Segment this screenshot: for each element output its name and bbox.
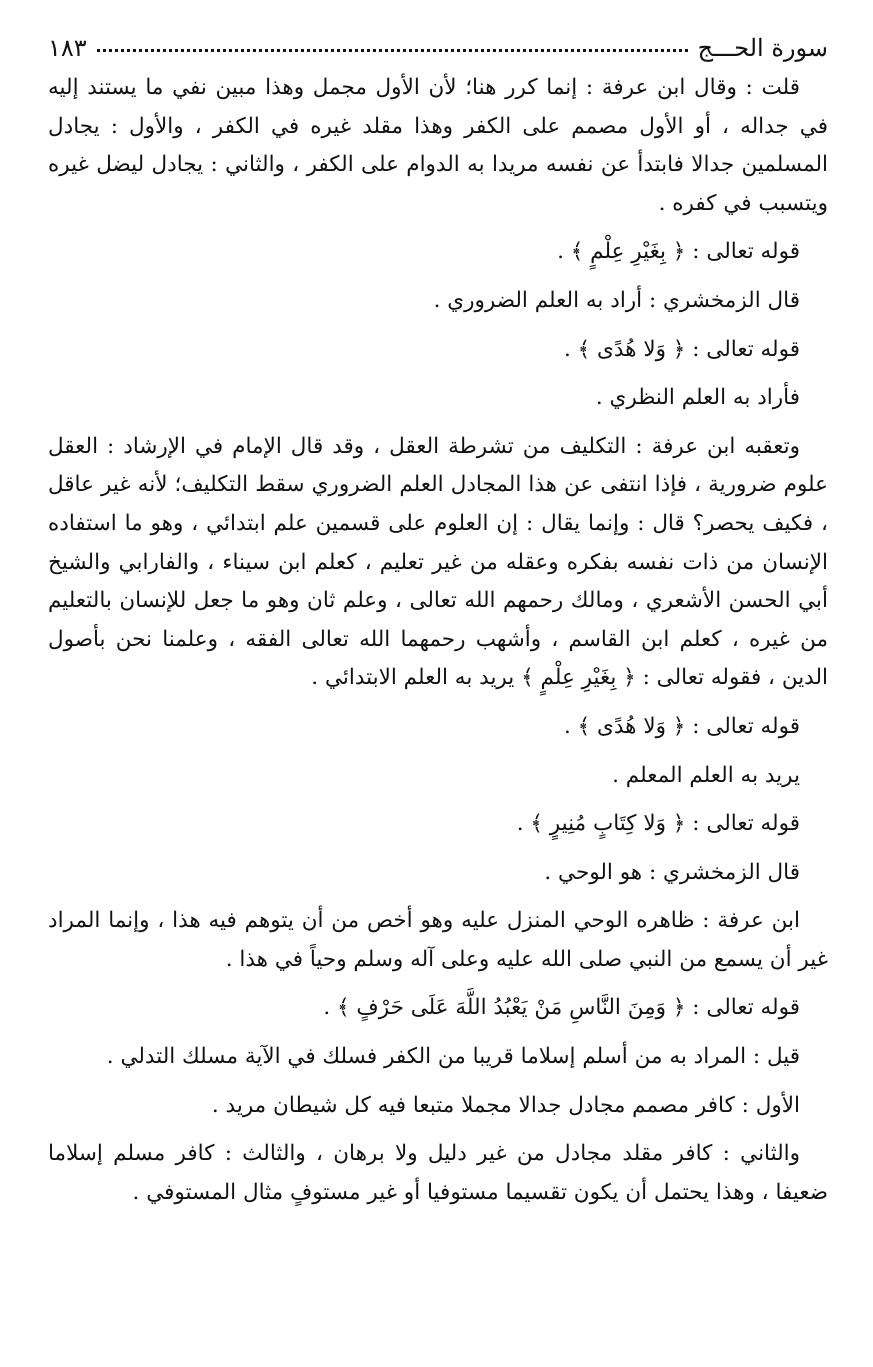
book-page	[48, 22, 828, 1222]
page-number: ١٨٣	[48, 34, 87, 62]
paragraph: قال الزمخشري : هو الوحي .	[544, 859, 800, 885]
page-body	[48, 69, 828, 1212]
paragraph: والثاني : كافر مقلد مجادل من غير دليل ولا برهان ، والثالث : كافر مسلم إسلاما ضعيفا ، وهذا يحتمل أن يكون تقسيما مستوفيا أو غير مستوفٍ مثال المستوفي .	[48, 1141, 828, 1205]
paragraph: قال الزمخشري : أراد به العلم الضروري .	[433, 287, 800, 313]
running-header	[48, 22, 828, 63]
quran-verse-line: قوله تعالى : ﴿ وَلا هُدًى ﴾ .	[563, 713, 800, 739]
paragraph: ابن عرفة : ظاهره الوحي المنزل عليه وهو أخص من أن يتوهم فيه هذا ، وإنما المراد غير أن يسمع من النبي صلى الله عليه وعلى آله وسلم وحياً في هذا .	[48, 908, 828, 972]
paragraph: قلت : وقال ابن عرفة : إنما كرر هنا؛ لأن الأول مجمل وهذا مبين نفي ما يستند إليه في جداله ، أو الأول مصمم على الكفر وهذا مقلد غيره في الكفر ، والأول : يجادل المسلمين جدالا فابتدأ عن نفسه مريدا به الدوام على الكفر ، والثاني : يجادل ليضل غيره ويتسبب في كفره .	[48, 75, 828, 216]
paragraph: فأراد به العلم النظري .	[595, 385, 800, 411]
quran-verse-line: قوله تعالى : ﴿ وَمِنَ النَّاسِ مَنْ يَعْبُدُ اللَّهَ عَلَى حَرْفٍ ﴾ .	[323, 995, 800, 1021]
header-dotted-leader	[97, 48, 688, 52]
quran-verse-line: قوله تعالى : ﴿ وَلا هُدًى ﴾ .	[563, 336, 800, 362]
quran-verse-line: قوله تعالى : ﴿ بِغَيْرِ عِلْمٍ ﴾ .	[557, 239, 800, 265]
paragraph: وتعقبه ابن عرفة : التكليف من تشرطة العقل ، وقد قال الإمام في الإرشاد : العقل علوم ضرورية ، فإذا انتفى عن هذا المجادل العلم الضروري سقط التكليف؛ لأنه غير عاقل ، فكيف يحصر؟ قال : وإنما يقال : إن العلوم على قسمين علم ابتدائي ، وهو ما استفاده الإنسان من ذات نفسه بفكره وعقله من غير تعليم ، كعلم ابن سيناء ، والفارابي والشيخ أبي الحسن الأشعري ، ومالك رحمهم الله تعالى ، وعلم ثان وهو ما جعل للإنسان بالتعليم من غيره ، كعلم ابن القاسم ، وأشهب رحمهما الله تعالى الفقه ، وعلمنا نحن بأصول الدين ، فقوله تعالى : ﴿ بِغَيْرِ عِلْمٍ ﴾ يريد به العلم الابتدائي .	[48, 433, 828, 691]
paragraph: قيل : المراد به من أسلم إسلاما قريبا من الكفر فسلك في الآية مسلك التدلي .	[106, 1044, 800, 1070]
quran-verse-line: قوله تعالى : ﴿ وَلا كِتَابٍ مُنِيرٍ ﴾ .	[516, 811, 800, 837]
paragraph: يريد به العلم المعلم .	[612, 762, 800, 788]
surah-title: سورة الحـــج	[697, 34, 828, 62]
paragraph: الأول : كافر مصمم مجادل جدالا مجملا متبعا فيه كل شيطان مريد .	[211, 1092, 800, 1118]
